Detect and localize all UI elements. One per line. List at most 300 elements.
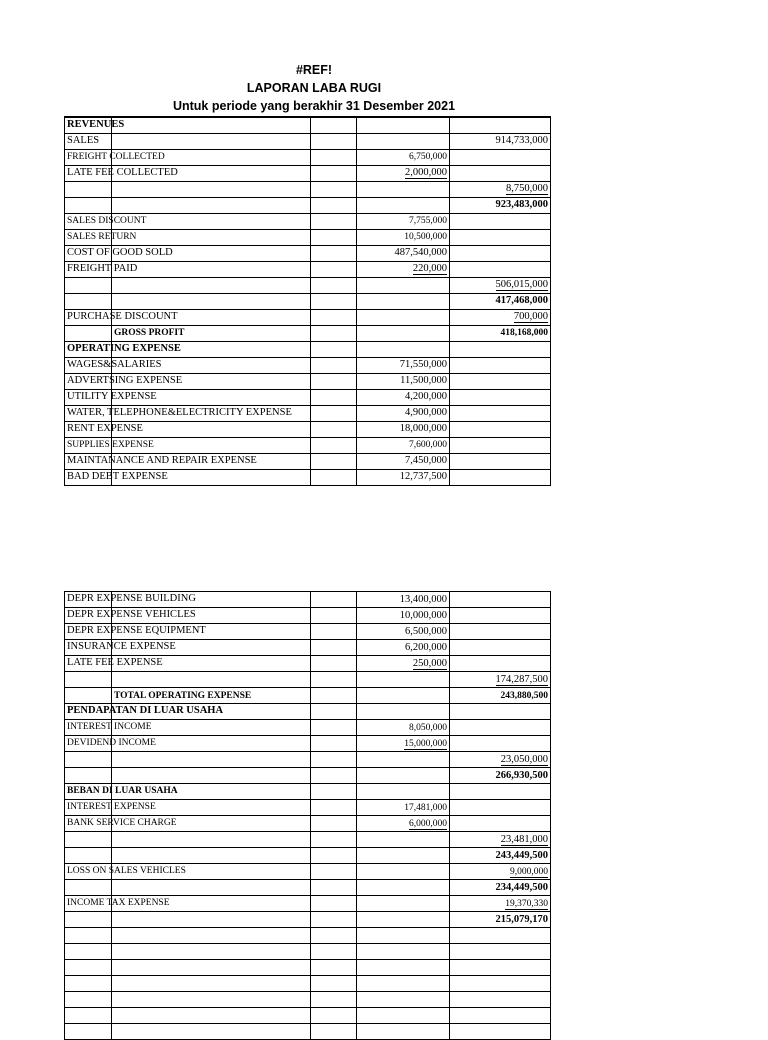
subtotal-label-cell[interactable] <box>112 325 311 341</box>
account-label-cell[interactable] <box>65 133 112 149</box>
empty-cell[interactable] <box>311 165 357 181</box>
amount-cell[interactable] <box>357 197 450 213</box>
amount-cell[interactable] <box>357 976 450 992</box>
empty-cell[interactable] <box>311 229 357 245</box>
amount-cell[interactable] <box>357 453 450 469</box>
empty-cell[interactable] <box>311 421 357 437</box>
account-label-cell[interactable] <box>65 976 112 992</box>
table-row <box>65 373 551 389</box>
account-label-text: MAINTANANCE AND REPAIR EXPENSE <box>67 454 257 466</box>
account-label-cell[interactable] <box>65 688 112 704</box>
account-label-cell[interactable] <box>65 960 112 976</box>
total-cell[interactable] <box>450 960 551 976</box>
total-cell[interactable] <box>450 944 551 960</box>
account-label-cell[interactable] <box>65 608 196 624</box>
amount-cell[interactable] <box>357 341 450 357</box>
amount-cell[interactable] <box>357 213 450 229</box>
total-cell[interactable] <box>450 165 551 181</box>
account-label-text: BAD DEBT EXPENSE <box>67 470 168 482</box>
account-label-cell[interactable] <box>65 768 112 784</box>
empty-cell[interactable] <box>311 880 357 896</box>
account-label-cell[interactable] <box>65 165 178 181</box>
table-row <box>65 896 551 912</box>
table-row <box>65 880 551 896</box>
account-label-text: OPERATING EXPENSE <box>67 342 181 354</box>
table-row <box>65 640 551 656</box>
empty-cell[interactable] <box>311 688 357 704</box>
account-label-cell[interactable] <box>65 453 257 469</box>
total-cell[interactable] <box>450 133 551 149</box>
amount-cell[interactable] <box>357 752 450 768</box>
amount-cell[interactable] <box>357 704 450 720</box>
account-label-cell[interactable] <box>65 469 168 485</box>
amount-cell[interactable] <box>357 768 450 784</box>
account-label-cell[interactable] <box>65 1024 112 1040</box>
table-row <box>65 736 551 752</box>
total-text: 506,015,000 <box>495 279 548 290</box>
amount-cell[interactable] <box>357 293 450 309</box>
amount-cell[interactable] <box>357 421 450 437</box>
subtotal-label-cell[interactable] <box>112 832 311 848</box>
total-cell[interactable] <box>450 181 551 197</box>
total-cell[interactable] <box>450 469 551 485</box>
amount-text: 13,400,000 <box>399 593 447 605</box>
account-label-text: DEVIDEND INCOME <box>67 738 156 748</box>
empty-cell[interactable] <box>311 704 357 720</box>
empty-cell[interactable] <box>311 656 357 672</box>
total-text: 19,370,330 <box>505 898 548 909</box>
account-label-text: INCOME TAX EXPENSE <box>67 898 170 908</box>
account-label-text: INTEREST INCOME <box>67 722 152 732</box>
amount-cell[interactable] <box>357 736 450 752</box>
empty-cell[interactable] <box>311 816 357 832</box>
total-cell[interactable] <box>450 864 551 880</box>
report-ref: #REF! <box>295 63 333 77</box>
subtotal-label-cell[interactable] <box>112 688 311 704</box>
total-cell[interactable] <box>450 405 551 421</box>
account-label-text: SUPPLIES EXPENSE <box>67 439 154 450</box>
amount-text: 6,000,000 <box>409 818 447 829</box>
total-cell[interactable] <box>450 437 551 453</box>
subtotal-label-cell[interactable] <box>112 960 311 976</box>
account-label-cell[interactable] <box>65 245 173 261</box>
amount-cell[interactable] <box>357 992 450 1008</box>
subtotal-label-cell[interactable] <box>112 928 311 944</box>
account-label-text: ADVERTSING EXPENSE <box>67 374 183 386</box>
amount-cell[interactable] <box>357 261 450 277</box>
total-cell[interactable] <box>450 277 551 293</box>
total-cell[interactable] <box>450 453 551 469</box>
total-cell[interactable] <box>450 245 551 261</box>
total-cell[interactable] <box>450 880 551 896</box>
empty-cell[interactable] <box>311 1008 357 1024</box>
account-label-cell[interactable] <box>65 848 112 864</box>
account-label-cell[interactable] <box>65 672 112 688</box>
empty-cell[interactable] <box>311 960 357 976</box>
empty-cell[interactable] <box>311 992 357 1008</box>
table-row <box>65 752 551 768</box>
amount-cell[interactable] <box>357 181 450 197</box>
amount-cell[interactable] <box>357 165 450 181</box>
empty-cell[interactable] <box>311 800 357 816</box>
amount-cell[interactable] <box>357 277 450 293</box>
subtotal-label-cell[interactable] <box>112 752 311 768</box>
empty-cell[interactable] <box>311 944 357 960</box>
total-cell[interactable] <box>450 592 551 608</box>
total-cell[interactable] <box>450 688 551 704</box>
empty-cell[interactable] <box>311 149 357 165</box>
total-cell[interactable] <box>450 325 551 341</box>
account-label-cell[interactable] <box>65 1008 112 1024</box>
total-cell[interactable] <box>450 117 551 133</box>
amount-text: 7,600,000 <box>409 440 447 450</box>
account-label-text: FREIGHT COLLECTED <box>67 151 165 162</box>
table-row <box>65 1008 551 1024</box>
empty-cell[interactable] <box>311 117 357 133</box>
empty-cell[interactable] <box>311 405 357 421</box>
empty-cell[interactable] <box>311 752 357 768</box>
account-label-text: BEBAN DI LUAR USAHA <box>67 786 178 796</box>
total-cell[interactable] <box>450 656 551 672</box>
total-text: 418,168,000 <box>500 328 548 338</box>
empty-cell[interactable] <box>311 261 357 277</box>
account-label-text: DEPR EXPENSE BUILDING <box>67 593 196 604</box>
account-label-cell[interactable] <box>65 720 152 736</box>
total-cell[interactable] <box>450 736 551 752</box>
empty-cell[interactable] <box>311 1024 357 1040</box>
amount-text: 7,755,000 <box>409 216 447 226</box>
account-label-cell[interactable] <box>65 592 196 608</box>
table-row <box>65 453 551 469</box>
account-label-text: REVENUES <box>67 119 125 130</box>
table-row <box>65 165 551 181</box>
account-label-cell[interactable] <box>65 944 112 960</box>
account-label-cell[interactable] <box>65 325 112 341</box>
empty-cell[interactable] <box>311 325 357 341</box>
amount-text: 10,000,000 <box>399 609 447 621</box>
total-cell[interactable] <box>450 608 551 624</box>
amount-cell[interactable] <box>357 624 450 640</box>
total-cell[interactable] <box>450 912 551 928</box>
table-row <box>65 768 551 784</box>
total-cell[interactable] <box>450 672 551 688</box>
total-cell[interactable] <box>450 800 551 816</box>
empty-cell[interactable] <box>311 197 357 213</box>
total-cell[interactable] <box>450 149 551 165</box>
table-row <box>65 293 551 309</box>
account-label-cell[interactable] <box>65 197 112 213</box>
empty-cell[interactable] <box>311 357 357 373</box>
amount-cell[interactable] <box>357 640 450 656</box>
empty-cell[interactable] <box>311 373 357 389</box>
total-cell[interactable] <box>450 992 551 1008</box>
account-label-cell[interactable] <box>65 640 176 656</box>
amount-cell[interactable] <box>357 309 450 325</box>
account-label-text: LOSS ON SALES VEHICLES <box>67 866 186 876</box>
empty-cell[interactable] <box>311 277 357 293</box>
empty-cell[interactable] <box>311 928 357 944</box>
total-cell[interactable] <box>450 197 551 213</box>
amount-cell[interactable] <box>357 784 450 800</box>
empty-cell[interactable] <box>311 213 357 229</box>
table-row <box>65 912 551 928</box>
account-label-text: PURCHASE DISCOUNT <box>67 310 178 322</box>
account-label-cell[interactable] <box>65 229 137 245</box>
amount-cell[interactable] <box>357 608 450 624</box>
account-label-cell[interactable] <box>65 437 154 453</box>
total-cell[interactable] <box>450 976 551 992</box>
subtotal-label-cell[interactable] <box>112 229 311 245</box>
amount-text: 4,200,000 <box>405 391 447 402</box>
account-label-cell[interactable] <box>65 912 112 928</box>
account-label-text: LATE FEE COLLECTED <box>67 166 178 178</box>
total-cell[interactable] <box>450 293 551 309</box>
empty-cell[interactable] <box>311 720 357 736</box>
empty-cell[interactable] <box>311 848 357 864</box>
empty-cell[interactable] <box>311 736 357 752</box>
amount-cell[interactable] <box>357 896 450 912</box>
amount-text: 487,540,000 <box>394 247 447 258</box>
report-title: LAPORAN LABA RUGI <box>246 81 382 95</box>
subtotal-label-cell[interactable] <box>112 912 311 928</box>
subtotal-label-cell[interactable] <box>112 848 311 864</box>
account-label-text: WATER, TELEPHONE&ELECTRICITY EXPENSE <box>67 406 292 418</box>
account-label-cell[interactable] <box>65 421 143 437</box>
table-row <box>65 688 551 704</box>
total-cell[interactable] <box>450 896 551 912</box>
table-row <box>65 469 551 485</box>
account-label-cell[interactable] <box>65 373 183 389</box>
account-label-cell[interactable] <box>65 784 178 800</box>
amount-cell[interactable] <box>357 720 450 736</box>
total-cell[interactable] <box>450 816 551 832</box>
amount-cell[interactable] <box>357 864 450 880</box>
account-label-text: WAGES&SALARIES <box>67 358 162 370</box>
total-cell[interactable] <box>450 848 551 864</box>
amount-cell[interactable] <box>357 469 450 485</box>
amount-cell[interactable] <box>357 800 450 816</box>
account-label-cell[interactable] <box>65 928 112 944</box>
account-label-cell[interactable] <box>65 213 147 229</box>
total-cell[interactable] <box>450 357 551 373</box>
amount-cell[interactable] <box>357 592 450 608</box>
amount-text: 7,450,000 <box>405 455 447 466</box>
empty-cell[interactable] <box>311 976 357 992</box>
table-row <box>65 672 551 688</box>
total-cell[interactable] <box>450 341 551 357</box>
empty-cell[interactable] <box>311 640 357 656</box>
amount-cell[interactable] <box>357 880 450 896</box>
total-text: 700,000 <box>513 311 548 322</box>
total-cell[interactable] <box>450 720 551 736</box>
subtotal-label-cell[interactable] <box>112 672 311 688</box>
account-label-cell[interactable] <box>65 800 156 816</box>
total-cell[interactable] <box>450 1008 551 1024</box>
amount-cell[interactable] <box>357 357 450 373</box>
total-cell[interactable] <box>450 373 551 389</box>
account-label-cell[interactable] <box>65 896 170 912</box>
account-label-cell[interactable] <box>65 752 112 768</box>
empty-cell[interactable] <box>311 453 357 469</box>
subtotal-label-cell[interactable] <box>112 277 311 293</box>
table-row <box>65 421 551 437</box>
table-row <box>65 149 551 165</box>
account-label-cell[interactable] <box>65 405 292 421</box>
subtotal-label-cell[interactable] <box>112 1024 311 1040</box>
account-label-cell[interactable] <box>65 357 162 373</box>
account-label-cell[interactable] <box>65 992 112 1008</box>
total-cell[interactable] <box>450 389 551 405</box>
account-label-cell[interactable] <box>65 309 178 325</box>
account-label-cell[interactable] <box>65 624 206 640</box>
account-label-cell[interactable] <box>65 389 157 405</box>
table-row <box>65 261 551 277</box>
amount-text: 15,000,000 <box>404 738 447 749</box>
amount-cell[interactable] <box>357 373 450 389</box>
amount-cell[interactable] <box>357 325 450 341</box>
total-cell[interactable] <box>450 213 551 229</box>
total-cell[interactable] <box>450 229 551 245</box>
amount-cell[interactable] <box>357 816 450 832</box>
amount-cell[interactable] <box>357 149 450 165</box>
account-label-cell[interactable] <box>65 149 165 165</box>
empty-cell[interactable] <box>311 293 357 309</box>
subtotal-label-cell[interactable] <box>112 197 311 213</box>
account-label-cell[interactable] <box>65 261 138 277</box>
total-cell[interactable] <box>450 261 551 277</box>
empty-cell[interactable] <box>311 832 357 848</box>
empty-cell[interactable] <box>311 624 357 640</box>
total-text: 266,930,500 <box>495 769 548 781</box>
amount-cell[interactable] <box>357 389 450 405</box>
empty-cell[interactable] <box>311 245 357 261</box>
empty-cell[interactable] <box>311 592 357 608</box>
income-statement-table-1 <box>64 116 551 486</box>
empty-cell[interactable] <box>311 437 357 453</box>
subtotal-label-cell[interactable] <box>112 768 311 784</box>
total-cell[interactable] <box>450 752 551 768</box>
total-cell[interactable] <box>450 704 551 720</box>
total-text: 417,468,000 <box>495 295 548 306</box>
subtotal-label-cell[interactable] <box>112 261 311 277</box>
table-row <box>65 800 551 816</box>
account-label-cell[interactable] <box>65 880 112 896</box>
table-row <box>65 960 551 976</box>
total-text: 243,449,500 <box>495 849 548 861</box>
table-row <box>65 325 551 341</box>
account-label-text: UTILITY EXPENSE <box>67 390 157 402</box>
table-row <box>65 437 551 453</box>
total-cell[interactable] <box>450 640 551 656</box>
amount-cell[interactable] <box>357 1008 450 1024</box>
account-label-cell[interactable] <box>65 293 112 309</box>
subtotal-label-cell[interactable] <box>112 880 311 896</box>
account-label-cell[interactable] <box>65 117 125 133</box>
total-cell[interactable] <box>450 1024 551 1040</box>
empty-cell[interactable] <box>311 133 357 149</box>
empty-cell[interactable] <box>311 469 357 485</box>
empty-cell[interactable] <box>311 341 357 357</box>
empty-cell[interactable] <box>311 864 357 880</box>
subtotal-label-cell[interactable] <box>112 133 311 149</box>
subtotal-label-cell[interactable] <box>112 1008 311 1024</box>
subtotal-label-cell[interactable] <box>112 976 311 992</box>
amount-text: 6,500,000 <box>405 625 447 637</box>
table-row <box>65 656 551 672</box>
empty-cell[interactable] <box>311 768 357 784</box>
table-row <box>65 816 551 832</box>
account-label-cell[interactable] <box>65 181 112 197</box>
total-cell[interactable] <box>450 768 551 784</box>
empty-cell[interactable] <box>311 389 357 405</box>
total-text: 243,880,500 <box>500 690 548 701</box>
amount-cell[interactable] <box>357 832 450 848</box>
account-label-cell[interactable] <box>65 816 177 832</box>
total-cell[interactable] <box>450 832 551 848</box>
amount-cell[interactable] <box>357 245 450 261</box>
subtotal-label-cell[interactable] <box>112 944 311 960</box>
table-row <box>65 864 551 880</box>
empty-cell[interactable] <box>311 672 357 688</box>
subtotal-label-cell[interactable] <box>112 181 311 197</box>
empty-cell[interactable] <box>311 784 357 800</box>
amount-cell[interactable] <box>357 912 450 928</box>
amount-cell[interactable] <box>357 688 450 704</box>
empty-cell[interactable] <box>311 181 357 197</box>
subtotal-label-cell[interactable] <box>112 293 311 309</box>
amount-cell[interactable] <box>357 1024 450 1040</box>
account-label-cell[interactable] <box>65 277 112 293</box>
table-row <box>65 405 551 421</box>
account-label-cell[interactable] <box>65 736 156 752</box>
table-row <box>65 181 551 197</box>
amount-cell[interactable] <box>357 928 450 944</box>
account-label-cell[interactable] <box>65 832 112 848</box>
total-cell[interactable] <box>450 309 551 325</box>
empty-cell[interactable] <box>311 912 357 928</box>
empty-cell[interactable] <box>311 309 357 325</box>
total-cell[interactable] <box>450 928 551 944</box>
amount-cell[interactable] <box>357 437 450 453</box>
amount-cell[interactable] <box>357 672 450 688</box>
amount-cell[interactable] <box>357 848 450 864</box>
subtotal-label-cell[interactable] <box>112 992 311 1008</box>
subtotal-label-cell[interactable] <box>112 117 311 133</box>
amount-cell[interactable] <box>357 656 450 672</box>
account-label-text: SALES DISCOUNT <box>67 215 147 226</box>
total-cell[interactable] <box>450 421 551 437</box>
amount-text: 4,900,000 <box>405 407 447 418</box>
account-label-text: DEPR EXPENSE EQUIPMENT <box>67 625 206 636</box>
empty-cell[interactable] <box>311 896 357 912</box>
amount-cell[interactable] <box>357 960 450 976</box>
amount-cell[interactable] <box>357 117 450 133</box>
total-cell[interactable] <box>450 784 551 800</box>
report-period: Untuk periode yang berakhir 31 Desember 2021 <box>172 99 456 113</box>
amount-cell[interactable] <box>357 229 450 245</box>
account-label-cell[interactable] <box>65 656 163 672</box>
amount-cell[interactable] <box>357 944 450 960</box>
table-row <box>65 720 551 736</box>
amount-cell[interactable] <box>357 405 450 421</box>
account-label-cell[interactable] <box>65 341 181 357</box>
account-label-cell[interactable] <box>65 864 186 880</box>
account-label-cell[interactable] <box>65 704 224 720</box>
empty-cell[interactable] <box>311 608 357 624</box>
total-cell[interactable] <box>450 624 551 640</box>
account-label-text: LATE FEE EXPENSE <box>67 657 163 668</box>
amount-cell[interactable] <box>357 133 450 149</box>
